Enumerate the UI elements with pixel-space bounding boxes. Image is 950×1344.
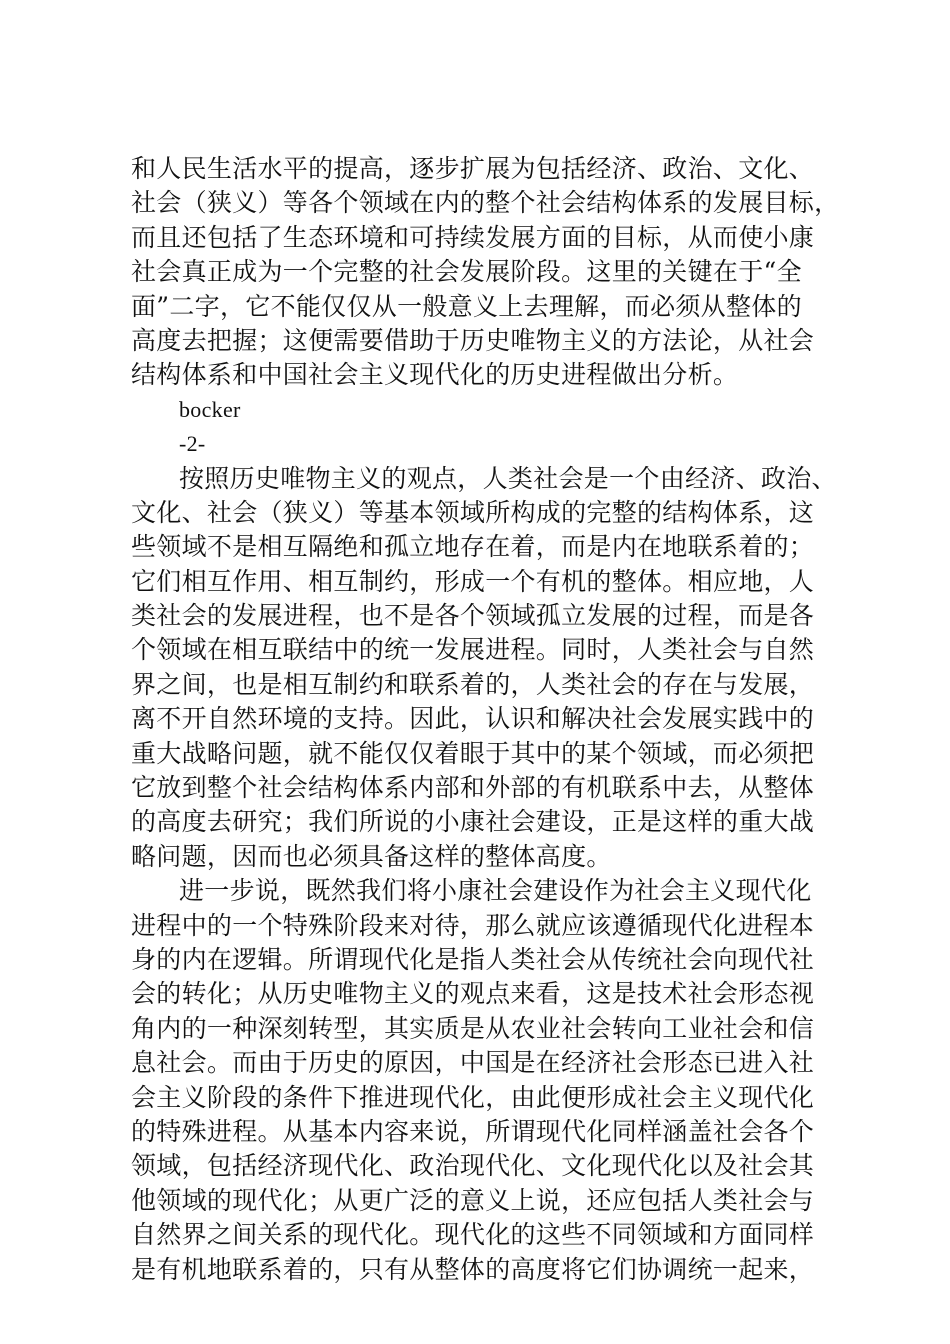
text-line: 它们相互作用、相互制约，形成一个有机的整体。相应地，人: [131, 566, 815, 596]
paragraph: [131, 462, 837, 875]
text-line: 的特殊进程。从基本内容来说，所谓现代化同样涵盖社会各个: [131, 1116, 815, 1146]
text-line: 领域，包括经济现代化、政治现代化、文化现代化以及社会其: [131, 1151, 815, 1181]
text-line: 按照历史唯物主义的观点，人类社会是一个由经济、政治、: [179, 463, 837, 493]
text-line: 身的内在逻辑。所谓现代化是指人类社会从传统社会向现代社: [131, 944, 815, 974]
text-line: 进一步说，既然我们将小康社会建设作为社会主义现代化: [179, 876, 812, 906]
text-line: 他领域的现代化；从更广泛的意义上说，还应包括人类社会与: [131, 1185, 815, 1215]
text-line: 是有机地联系着的，只有从整体的高度将它们协调统一起来，: [131, 1254, 815, 1284]
document-page: [131, 152, 840, 1287]
text-line: 的高度去研究；我们所说的小康社会建设，正是这样的重大战: [131, 807, 815, 837]
text-line: 社会真正成为一个完整的社会发展阶段。这里的关键在于“全: [131, 257, 802, 287]
text-line: 息社会。而由于历史的原因，中国是在经济社会形态已进入社: [131, 1048, 815, 1078]
text-line: 自然界之间关系的现代化。现代化的这些不同领域和方面同样: [131, 1220, 815, 1250]
text-line: 面”二字，它不能仅仅从一般意义上去理解，而必须从整体的: [131, 291, 802, 321]
text-line: 些领域不是相互隔绝和孤立地存在着，而是内在地联系着的；: [131, 532, 815, 562]
watermark-text: bocker: [179, 396, 241, 422]
text-line: 社会（狭义）等各个领域在内的整个社会结构体系的发展目标，: [131, 188, 840, 218]
text-line: 重大战略问题，就不能仅仅着眼于其中的某个领域，而必须把: [131, 738, 815, 768]
text-line: 类社会的发展进程，也不是各个领域孤立发展的过程，而是各: [131, 601, 815, 631]
text-line: 结构体系和中国社会主义现代化的历史进程做出分析。: [131, 360, 739, 390]
text-line: 略问题，因而也必须具备这样的整体高度。: [131, 841, 612, 871]
text-line: 个领域在相互联结中的统一发展进程。同时，人类社会与自然: [131, 635, 815, 665]
text-line: 和人民生活水平的提高，逐步扩展为包括经济、政治、文化、: [131, 154, 815, 183]
text-line: 高度去把握；这便需要借助于历史唯物主义的方法论，从社会: [131, 325, 815, 355]
text-line: 而且还包括了生态环境和可持续发展方面的目标，从而使小康: [131, 222, 815, 252]
text-line: 角内的一种深刻转型，其实质是从农业社会转向工业社会和信: [131, 1013, 815, 1043]
text-line: 会的转化；从历史唯物主义的观点来看，这是技术社会形态视: [131, 979, 815, 1009]
text-line: 离不开自然环境的支持。因此，认识和解决社会发展实践中的: [131, 704, 815, 734]
paragraph: [131, 874, 831, 1287]
text-line: 它放到整个社会结构体系内部和外部的有机联系中去，从整体: [131, 773, 815, 803]
text-line: 进程中的一个特殊阶段来对待，那么就应该遵循现代化进程本: [131, 910, 815, 940]
page-number: -2-: [179, 431, 206, 457]
text-line: 会主义阶段的条件下推进现代化，由此便形成社会主义现代化: [131, 1082, 815, 1112]
text-line: 文化、社会（狭义）等基本领域所构成的完整的结构体系，这: [131, 497, 815, 527]
paragraph-continuation: [131, 152, 840, 393]
text-line: 界之间，也是相互制约和联系着的，人类社会的存在与发展，: [131, 669, 815, 699]
